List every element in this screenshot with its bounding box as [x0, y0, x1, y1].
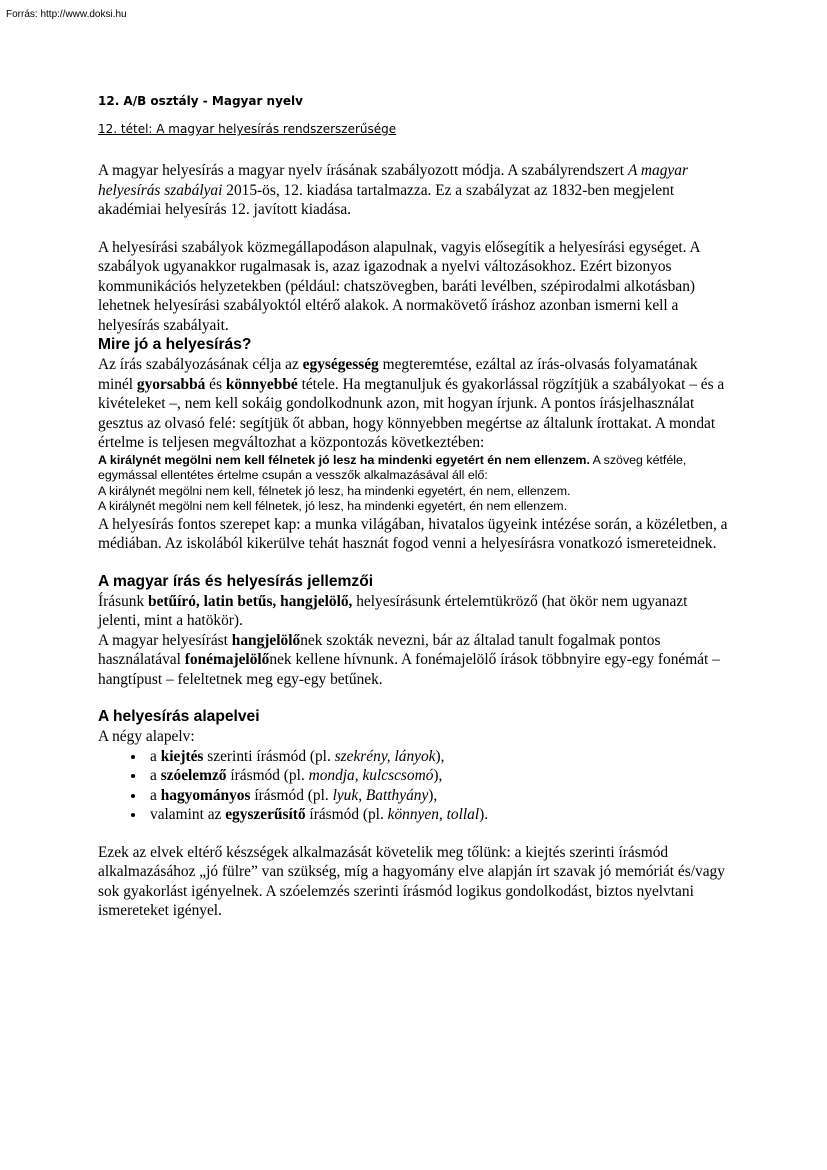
topic-title: 12. tétel: A magyar helyesírás rendszerszerűsége	[98, 122, 397, 136]
document-page	[98, 94, 730, 921]
example-sentence: A királynét megölni nem kell félnetek jó lesz ha mindenki egyetért én nem ellenzem. A szöveg kétféle, egymással ellentétes értelme csupán a vesszők alkalmazásával áll elő:	[98, 452, 687, 482]
list-item: • a kiejtés szerinti írásmód (pl. szekrény, lányok),	[146, 747, 730, 767]
example-variant-2: A királynét megölni nem kell félnetek, jó lesz, ha mindenki egyetért, én nem ellenzem.	[98, 499, 568, 513]
section-heading-mire: Mire jó a helyesírás?	[98, 336, 252, 353]
list-item: • a hagyományos írásmód (pl. lyuk, Batthyány),	[146, 786, 730, 806]
section1-closing: A helyesírás fontos szerepet kap: a munka világában, hivatalos ügyeink intézése során, a közéletben, a médiában. Az iskolából kikerülve tehát hasznát fogod venni a helyesírásra vonatkozó ismereteidnek.	[98, 515, 728, 552]
closing-paragraph: Ezek az elvek eltérő készségek alkalmazását követelik meg tőlünk: a kiejtés szerinti írásmód alkalmazásához „jó fülre” van szükség, míg a hagyomány elve alapján írt szavak jó memóriát és/vagy sok gyakorlást igényelnek. A szóelemzés szerinti írásmód logikus gondolkodást, biztos nyelvtani ismereteket igényel.	[98, 843, 725, 919]
list-item: • valamint az egyszerűsítő írásmód (pl. könnyen, tollal).	[146, 805, 730, 825]
example-variant-1: A királynét megölni nem kell, félnetek jó lesz, ha mindenki egyetért, én nem, ellenzem.	[98, 483, 571, 498]
section1-paragraph: Az írás szabályozásának célja az egységesség megteremtése, ezáltal az írás-olvasás folyamatának minél gyorsabbá és könnyebbé tétele. Ha megtanuljuk és gyakorlással rögzítjük a szabályokat – és a kivételeket –, nem kell sokáig gondolkodnunk azon, mit hogyan írjunk. A pontos írásjelhasználat gesztus az olvasó felé: segítjük őt abban, hogy könnyebben megértse az általunk írottakat. A mondat értelme is teljesen megváltozhat a központozás következtében:	[98, 356, 725, 451]
intro-paragraph-1: A magyar helyesírás a magyar nyelv írásának szabályozott módja. A szabályrendszert A magyar helyesírás szabályai 2015-ös, 12. kiadása tartalmazza. Ez a szabályzat az 1832-ben megjelent akadémiai helyesírás 12. javított kiadása.	[98, 162, 688, 218]
intro-paragraph-2: A helyesírási szabályok közmegállapodáson alapulnak, vagyis elősegítik a helyesírási egységet. A szabályok ugyanakkor rugalmasak is, azaz igazodnak a nyelvi változásokhoz. Ezért bizonyos kommunikációs helyzetekben (például: chatszövegben, baráti levélben, szépirodalmi alkotásban) lehetnek helyesírási szabályoktól eltérő alakok. A normakövető íráshoz azonban ismerni kell a helyesírás szabályait.	[98, 238, 700, 334]
source-line: Forrás: http://www.doksi.hu	[6, 9, 127, 20]
principles-list	[98, 747, 730, 825]
section2-paragraph-2: A magyar helyesírást hangjelölőnek szokták nevezni, bár az általad tanult fogalmak pontos használatával fonémajelölőnek kellene hívnunk. A fonémajelölő írások többnyire egy-egy fonémát – hangtípust – feleltetnek meg egy-egy betűnek.	[98, 631, 720, 688]
class-title: 12. A/B osztály - Magyar nyelv	[98, 94, 303, 108]
list-item: • a szóelemző írásmód (pl. mondja, kulcscsomó),	[146, 766, 730, 786]
principles-intro: A négy alapelv:	[98, 728, 195, 745]
section2-paragraph-1: Írásunk betűíró, latin betűs, hangjelölő, helyesírásunk értelemtükröző (hat ökör nem ugyanazt jelenti, mint a hatökör).	[98, 592, 688, 629]
section-heading-jellemzoi: A magyar írás és helyesírás jellemzői	[98, 572, 374, 590]
section-heading-alapelvei: A helyesírás alapelvei	[98, 708, 260, 725]
